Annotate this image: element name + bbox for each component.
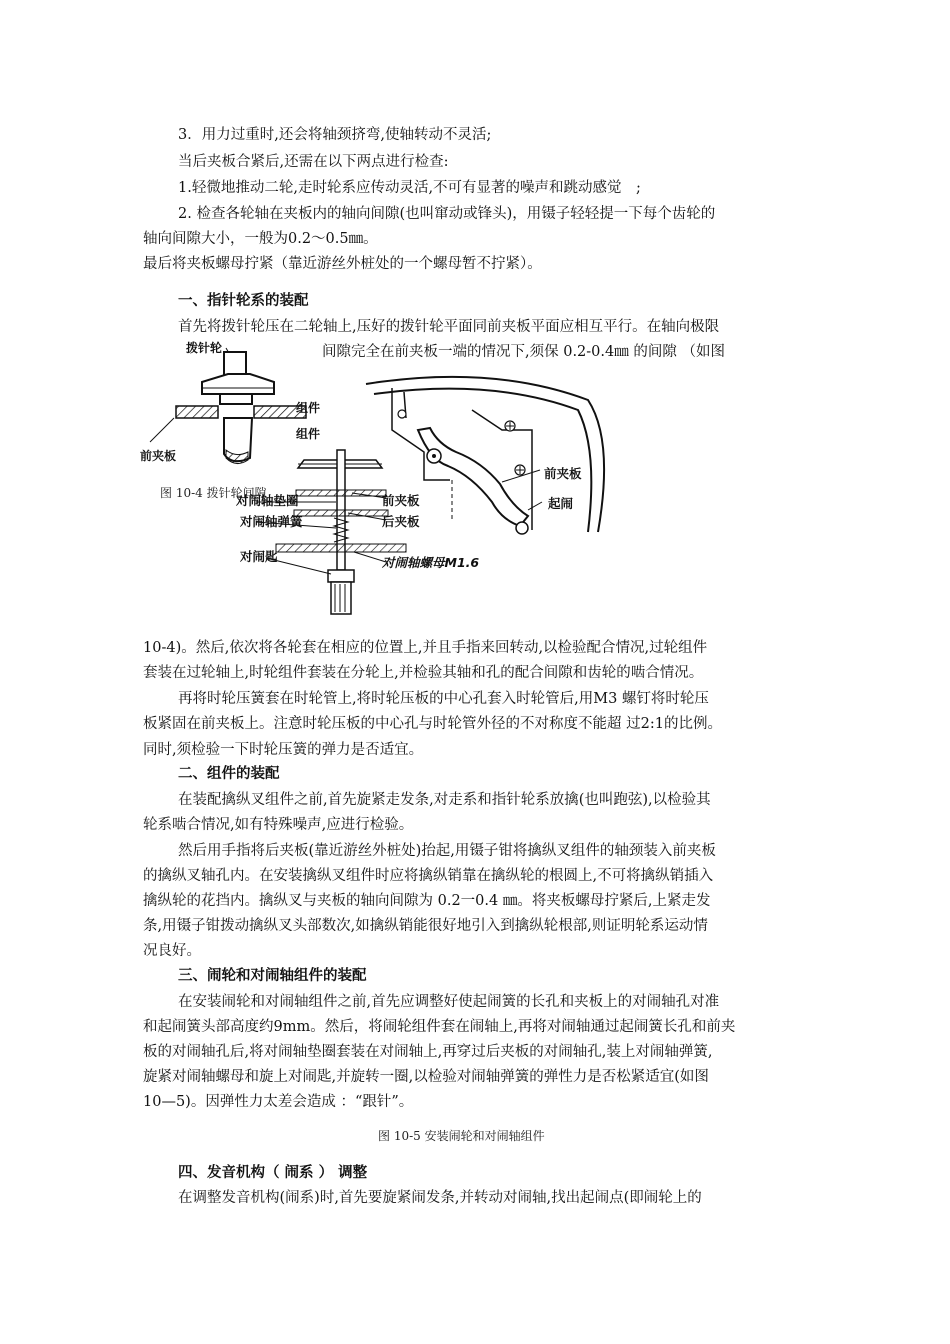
label-qinao: 起闹 [548,496,574,511]
text-line: 最后将夹板螺母拧紧（靠近游丝外桩处的一个螺母暂不拧紧）。 [143,256,542,272]
label-zujian-2: 组件 [296,427,321,441]
section-heading: 四、发音机构（ 闹系 ） 调整 [178,1165,368,1181]
label-bozhenlun: 拨针轮 [186,341,223,355]
text-line: 然后用手指将后夹板(靠近游丝外桩处)抬起,用镊子钳将擒纵叉组件的轴颈装入前夹板 [178,843,716,859]
label-duinaochi: 对闹匙 [240,549,278,564]
text-line: 板的对闹轴孔后,将对闹轴垫圈套装在对闹轴上,再穿过后夹板的对闹轴孔,装上对闹轴弹簧, [143,1044,713,1060]
text-line: 套装在过轮轴上,时轮组件套装在分轮上,并检验其轴和孔的配合间隙和齿轮的啮合情况。 [143,665,704,681]
label-qianjiaban-left: 前夹板 [140,449,177,463]
text-line: 轴向间隙大小，一般为0.2～0.5㎜。 [143,231,378,247]
figure-10-5-plate-diagram [352,370,612,540]
text-line: 同时,须检验一下时轮压簧的弹力是否适宜。 [143,742,424,758]
label-qianjiaban-mid: 前夹板 [382,493,420,508]
section-heading: 三、闹轮和对闹轴组件的装配 [178,968,367,984]
text-line: 间隙完全在前夹板一端的情况下,须保 0.2-0.4㎜ 的间隙 （如图 [322,344,725,360]
text-line: 首先将拨针轮压在二轮轴上,压好的拨针轮平面同前夹板平面应相互平行。在轴向极限 [178,319,720,335]
text-line: 在调整发音机构(闹系)时,首先要旋紧闹发条,并转动对闹轴,找出起闹点(即闹轮上的 [178,1190,702,1206]
text-line: 在装配擒纵叉组件之前,首先旋紧走发条,对走系和指针轮系放擒(也叫跑弦),以检验其 [178,792,711,808]
label-duinaozhou-dianquan: 对闹轴垫圈 [236,493,299,508]
figure-10-4-caption: 图 10-4 拨针轮间隙 [160,486,267,500]
text-line: 再将时轮压簧套在时轮管上,将时轮压板的中心孔套入时轮管后,用M3 螺钉将时轮压 [178,691,709,707]
text-line: 况良好。 [143,943,201,959]
label-duinaozhou-tanhuang: 对闹轴弹簧 [240,514,303,529]
text-line: 3．用力过重时,还会将轴颈挤弯,使轴转动不灵活; [178,127,492,143]
text-line: 条,用镊子钳拨动擒纵叉头部数次,如擒纵销能很好地引入到擒纵轮根部,则证明轮系运动情 [143,918,708,934]
text-line: 旋紧对闹轴螺母和旋上对闹匙,并旋转一圈,以检验对闹轴弹簧的弹性力是否松紧适宜(如图 [143,1069,709,1085]
text-line: 1.轻微地推动二轮,走时轮系应传动灵活,不可有显著的噪声和跳动感觉 ; [178,180,641,196]
text-line: 轮系啮合情况,如有特殊噪声,应进行检验。 [143,817,414,833]
text-line: 擒纵轮的花挡内。擒纵叉与夹板的轴向间隙为 0.2一0.4 ㎜。将夹板螺母拧紧后,上紧走发 [143,893,711,909]
text-line: 的擒纵叉轴孔内。在安装擒纵叉组件时应将擒纵销靠在擒纵轮的根圆上,不可将擒纵销插入 [143,868,714,884]
figure-10-5-caption: 图 10-5 安装闹轮和对闹轴组件 [378,1129,545,1143]
text-line: 和起闹簧头部高度约9mm。然后，将闹轮组件套在闹轴上,再将对闹轴通过起闹簧长孔和前夹 [143,1019,736,1035]
text-line: 在安装闹轮和对闹轴组件之前,首先应调整好使起闹簧的长孔和夹板上的对闹轴孔对准 [178,994,720,1010]
text-line: 10-4)。然后,依次将各轮套在相应的位置上,并且手指来回转动,以检验配合情况,过轮组件 [143,640,708,656]
text-line: 板紧固在前夹板上。注意时轮压板的中心孔与时轮管外径的不对称度不能超 过2:1的比例。 [143,716,722,732]
section-heading: 一、指针轮系的装配 [178,293,309,309]
text-line: 2. 检查各轮轴在夹板内的轴向间隙(也叫窜动或锋头)，用镊子轻轻提一下每个齿轮的 [178,206,716,222]
label-qianjiaban-right: 前夹板 [544,466,582,481]
text-line: 当后夹板合紧后,还需在以下两点进行检查: [178,154,449,170]
label-duinaozhou-luomu: 对闹轴螺母M1.6 [382,555,480,570]
text-line: 10—5)。因弹性力太差会造成 ：“跟针”。 [143,1094,414,1110]
label-zujian-1: 组件 [296,401,321,415]
section-heading: 二、组件的装配 [178,766,280,782]
label-houjiaban: 后夹板 [382,514,420,529]
